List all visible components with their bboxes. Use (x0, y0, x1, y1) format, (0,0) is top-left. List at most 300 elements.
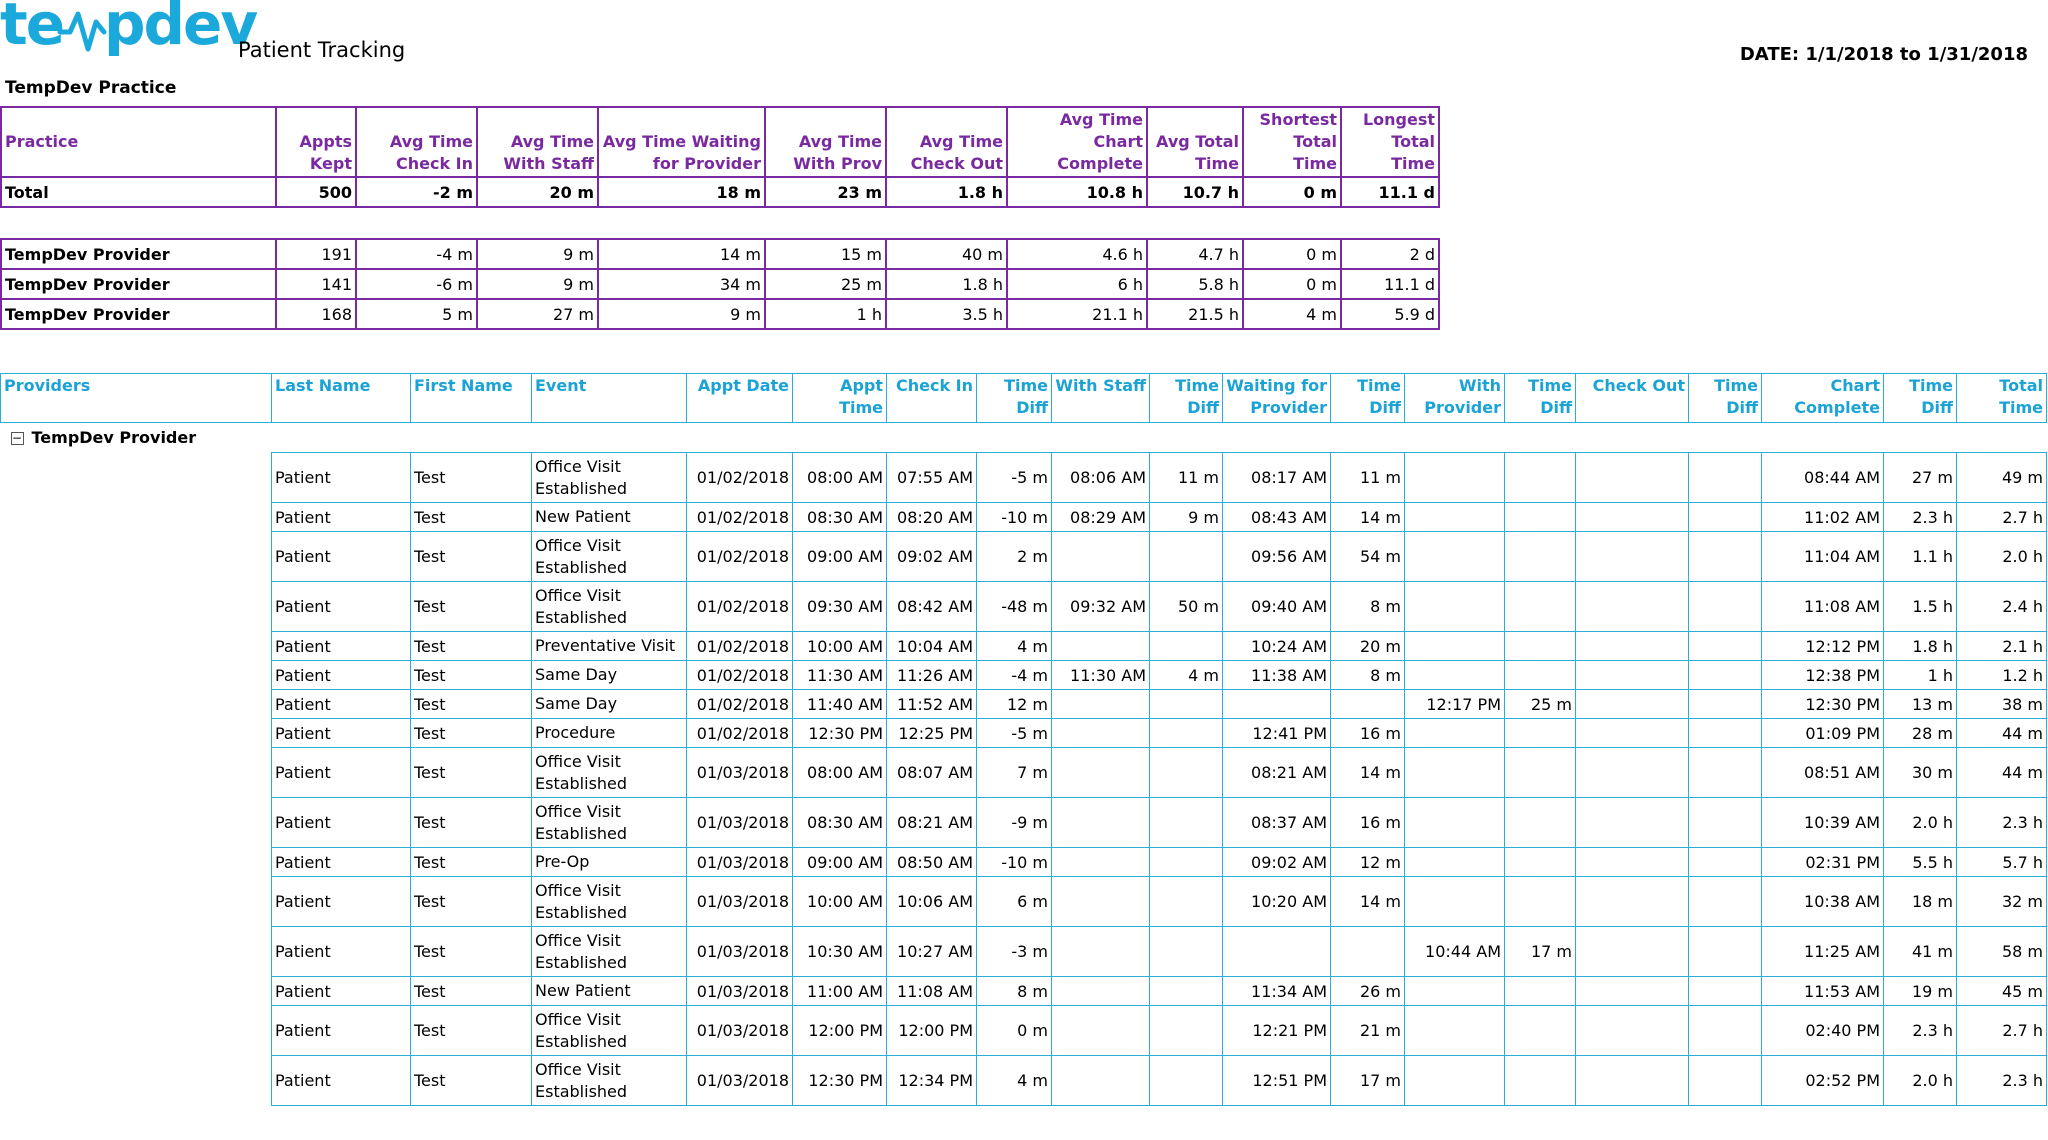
detail-cell (1150, 532, 1223, 582)
detail-cell (1689, 748, 1762, 798)
detail-cell (1505, 1006, 1576, 1056)
detail-header-cell: Appt Time (793, 374, 887, 423)
detail-header-row (1, 374, 2047, 423)
summary-provider-row[interactable] (1, 299, 1439, 329)
detail-cell: -5 m (977, 453, 1052, 503)
summary-provider-cell: 4.6 h (1007, 239, 1147, 269)
detail-cell (1689, 877, 1762, 927)
detail-cell: 4 m (977, 1056, 1052, 1106)
detail-cell: 12:51 PM (1223, 1056, 1331, 1106)
detail-cell (1689, 532, 1762, 582)
detail-cell: 11:08 AM (887, 977, 977, 1006)
detail-cell: 08:43 AM (1223, 503, 1331, 532)
detail-header-cell: Appt Date (687, 374, 793, 423)
detail-cell (1576, 877, 1689, 927)
detail-cell: 54 m (1331, 532, 1405, 582)
detail-cell: 01/02/2018 (687, 453, 793, 503)
detail-cell: 27 m (1884, 453, 1957, 503)
indent-cell (1, 503, 272, 532)
detail-cell: -9 m (977, 798, 1052, 848)
table-row[interactable] (1, 532, 2047, 582)
summary-provider-cell: TempDev Provider (1, 299, 276, 329)
detail-cell: 11:02 AM (1762, 503, 1884, 532)
detail-cell: New Patient (532, 977, 687, 1006)
detail-cell: 09:30 AM (793, 582, 887, 632)
table-row[interactable] (1, 690, 2047, 719)
detail-cell: 2 m (977, 532, 1052, 582)
detail-cell: 21 m (1331, 1006, 1405, 1056)
detail-header-cell: Last Name (272, 374, 411, 423)
detail-cell (1150, 690, 1223, 719)
detail-cell: 01/03/2018 (687, 798, 793, 848)
table-row[interactable] (1, 1056, 2047, 1106)
summary-provider-row[interactable] (1, 269, 1439, 299)
detail-cell: Patient (272, 1056, 411, 1106)
practice-name: TempDev Practice (5, 78, 177, 98)
detail-cell: Patient (272, 1006, 411, 1056)
detail-cell: 2.3 h (1957, 1056, 2047, 1106)
detail-cell: 10:00 AM (793, 877, 887, 927)
detail-cell: 1.2 h (1957, 661, 2047, 690)
table-row[interactable] (1, 1006, 2047, 1056)
summary-provider-cell: 6 h (1007, 269, 1147, 299)
table-row[interactable] (1, 582, 2047, 632)
detail-cell: 10:30 AM (793, 927, 887, 977)
detail-cell: 08:42 AM (887, 582, 977, 632)
detail-cell: 12:21 PM (1223, 1006, 1331, 1056)
summary-provider-row[interactable] (1, 239, 1439, 269)
detail-cell: 8 m (1331, 582, 1405, 632)
detail-cell (1576, 1006, 1689, 1056)
detail-cell: Patient (272, 582, 411, 632)
detail-cell (1150, 1056, 1223, 1106)
detail-cell: 09:02 AM (1223, 848, 1331, 877)
detail-cell (1689, 690, 1762, 719)
detail-cell: 01/03/2018 (687, 1006, 793, 1056)
detail-cell (1052, 719, 1150, 748)
detail-cell: 11:30 AM (793, 661, 887, 690)
summary-provider-cell: 5.9 d (1341, 299, 1439, 329)
detail-cell: 11:53 AM (1762, 977, 1884, 1006)
detail-cell: 01:09 PM (1762, 719, 1884, 748)
detail-cell: 17 m (1505, 927, 1576, 977)
detail-cell: 02:31 PM (1762, 848, 1884, 877)
detail-cell: 12:30 PM (793, 1056, 887, 1106)
detail-cell: 11:38 AM (1223, 661, 1331, 690)
detail-cell: Office Visit Established (532, 582, 687, 632)
detail-cell: 4 m (1150, 661, 1223, 690)
detail-cell: 1.5 h (1884, 582, 1957, 632)
detail-cell: 01/02/2018 (687, 632, 793, 661)
detail-cell (1505, 748, 1576, 798)
detail-cell (1576, 582, 1689, 632)
detail-cell (1576, 927, 1689, 977)
detail-cell: 11:25 AM (1762, 927, 1884, 977)
detail-cell: Patient (272, 877, 411, 927)
detail-cell: Test (411, 532, 532, 582)
summary-header-cell: Avg Total Time (1147, 107, 1243, 177)
indent-cell (1, 798, 272, 848)
detail-cell: 1 h (1884, 661, 1957, 690)
indent-cell (1, 848, 272, 877)
detail-cell: 12 m (1331, 848, 1405, 877)
detail-cell: 12:12 PM (1762, 632, 1884, 661)
table-row[interactable] (1, 977, 2047, 1006)
indent-cell (1, 719, 272, 748)
detail-cell: 28 m (1884, 719, 1957, 748)
detail-cell: Patient (272, 503, 411, 532)
detail-cell (1405, 977, 1505, 1006)
table-row[interactable] (1, 877, 2047, 927)
detail-cell: 12:38 PM (1762, 661, 1884, 690)
summary-total-cell: 18 m (598, 177, 765, 207)
detail-cell (1576, 748, 1689, 798)
summary-header-cell: Avg Time Waiting for Provider (598, 107, 765, 177)
detail-cell: 10:20 AM (1223, 877, 1331, 927)
detail-cell (1052, 1006, 1150, 1056)
summary-header-cell: Practice (1, 107, 276, 177)
summary-total-cell: 0 m (1243, 177, 1341, 207)
detail-cell: 5.7 h (1957, 848, 2047, 877)
detail-cell (1405, 719, 1505, 748)
detail-cell: 12:00 PM (793, 1006, 887, 1056)
detail-cell: Patient (272, 532, 411, 582)
detail-cell (1331, 690, 1405, 719)
detail-header-cell: With Staff (1052, 374, 1150, 423)
table-row[interactable] (1, 719, 2047, 748)
indent-cell (1, 1056, 272, 1106)
summary-header-cell: Avg Time Check Out (886, 107, 1007, 177)
summary-total-cell: -2 m (356, 177, 477, 207)
detail-cell (1052, 632, 1150, 661)
detail-cell: 1.8 h (1884, 632, 1957, 661)
summary-provider-cell: 2 d (1341, 239, 1439, 269)
detail-header-cell: Time Diff (1884, 374, 1957, 423)
indent-cell (1, 582, 272, 632)
summary-table (0, 106, 1438, 330)
summary-provider-cell: 40 m (886, 239, 1007, 269)
detail-cell (1405, 632, 1505, 661)
detail-cell: 09:40 AM (1223, 582, 1331, 632)
detail-cell (1689, 1056, 1762, 1106)
detail-cell: Office Visit Established (532, 798, 687, 848)
detail-cell (1576, 690, 1689, 719)
summary-provider-cell: TempDev Provider (1, 239, 276, 269)
detail-header-cell: Event (532, 374, 687, 423)
summary-total-cell: 10.8 h (1007, 177, 1147, 207)
detail-cell: 44 m (1957, 719, 2047, 748)
detail-cell: 14 m (1331, 503, 1405, 532)
detail-cell (1576, 453, 1689, 503)
detail-cell: 12 m (977, 690, 1052, 719)
detail-cell: 11:34 AM (1223, 977, 1331, 1006)
detail-cell (1689, 977, 1762, 1006)
detail-cell: Preventative Visit (532, 632, 687, 661)
detail-cell: Patient (272, 690, 411, 719)
detail-cell: Office Visit Established (532, 1006, 687, 1056)
indent-cell (1, 977, 272, 1006)
detail-cell: Same Day (532, 661, 687, 690)
detail-cell: 10:00 AM (793, 632, 887, 661)
summary-provider-cell: 1.8 h (886, 269, 1007, 299)
detail-cell (1505, 798, 1576, 848)
detail-cell: 07:55 AM (887, 453, 977, 503)
table-row[interactable] (1, 632, 2047, 661)
detail-cell: 12:30 PM (793, 719, 887, 748)
detail-cell (1150, 977, 1223, 1006)
detail-cell: 01/03/2018 (687, 1056, 793, 1106)
table-row[interactable] (1, 848, 2047, 877)
provider-group-row (1, 423, 2047, 453)
detail-cell (1405, 661, 1505, 690)
indent-cell (1, 877, 272, 927)
detail-cell (1505, 532, 1576, 582)
indent-cell (1, 632, 272, 661)
detail-cell: Patient (272, 632, 411, 661)
summary-provider-cell: 15 m (765, 239, 886, 269)
detail-cell (1052, 877, 1150, 927)
detail-cell (1505, 632, 1576, 661)
detail-cell (1405, 877, 1505, 927)
detail-cell: Test (411, 748, 532, 798)
detail-cell: 7 m (977, 748, 1052, 798)
summary-total-cell: Total (1, 177, 276, 207)
detail-cell (1052, 532, 1150, 582)
summary-provider-cell: 5 m (356, 299, 477, 329)
detail-cell: New Patient (532, 503, 687, 532)
logo-graphic (0, 0, 257, 64)
summary-provider-cell: 21.5 h (1147, 299, 1243, 329)
summary-spacer (1, 207, 1439, 239)
indent-cell (1, 661, 272, 690)
detail-cell (1223, 927, 1331, 977)
date-range: DATE: 1/1/2018 to 1/31/2018 (1739, 44, 2028, 65)
summary-header-cell: Avg Time With Prov (765, 107, 886, 177)
summary-total-cell: 10.7 h (1147, 177, 1243, 207)
detail-cell: 09:56 AM (1223, 532, 1331, 582)
indent-cell (1, 532, 272, 582)
summary-provider-cell: 25 m (765, 269, 886, 299)
detail-cell (1689, 453, 1762, 503)
detail-cell (1405, 503, 1505, 532)
summary-header-cell: Appts Kept (276, 107, 356, 177)
collapse-toggle-icon[interactable]: − (11, 431, 23, 445)
detail-cell: 32 m (1957, 877, 2047, 927)
detail-header-cell: Total Time (1957, 374, 2047, 423)
detail-cell: 16 m (1331, 719, 1405, 748)
detail-cell (1576, 503, 1689, 532)
detail-cell: 2.3 h (1884, 1006, 1957, 1056)
detail-cell: 01/02/2018 (687, 503, 793, 532)
detail-cell: Office Visit Established (532, 532, 687, 582)
detail-cell: 10:24 AM (1223, 632, 1331, 661)
detail-cell: 08:30 AM (793, 798, 887, 848)
detail-cell: Test (411, 1006, 532, 1056)
detail-cell: 12:00 PM (887, 1006, 977, 1056)
detail-cell: Procedure (532, 719, 687, 748)
detail-cell: Patient (272, 798, 411, 848)
detail-cell (1505, 661, 1576, 690)
detail-cell: Office Visit Established (532, 1056, 687, 1106)
detail-cell: Test (411, 453, 532, 503)
summary-total-cell: 1.8 h (886, 177, 1007, 207)
provider-group-header (1, 423, 2047, 453)
detail-header-cell: First Name (411, 374, 532, 423)
detail-cell (1576, 977, 1689, 1006)
detail-header-cell: Time Diff (977, 374, 1052, 423)
detail-cell (1576, 1056, 1689, 1106)
detail-cell: 08:07 AM (887, 748, 977, 798)
detail-cell: Test (411, 977, 532, 1006)
detail-cell: Test (411, 582, 532, 632)
detail-cell: Office Visit Established (532, 453, 687, 503)
indent-cell (1, 927, 272, 977)
detail-cell: 45 m (1957, 977, 2047, 1006)
detail-cell (1150, 798, 1223, 848)
detail-cell: 26 m (1331, 977, 1405, 1006)
detail-cell: 14 m (1331, 748, 1405, 798)
detail-cell (1052, 977, 1150, 1006)
summary-header-cell: Avg Time Chart Complete (1007, 107, 1147, 177)
summary-provider-cell: TempDev Provider (1, 269, 276, 299)
detail-header-cell: Chart Complete (1762, 374, 1884, 423)
summary-total-cell: 20 m (477, 177, 598, 207)
svg-text:pdev: pdev (104, 0, 257, 58)
detail-cell: 01/02/2018 (687, 532, 793, 582)
summary-header-cell: Longest Total Time (1341, 107, 1439, 177)
detail-cell: 08:44 AM (1762, 453, 1884, 503)
detail-cell: 12:41 PM (1223, 719, 1331, 748)
detail-cell: 01/03/2018 (687, 748, 793, 798)
detail-cell (1405, 748, 1505, 798)
detail-cell: 08:06 AM (1052, 453, 1150, 503)
detail-cell (1689, 632, 1762, 661)
detail-cell (1505, 877, 1576, 927)
detail-cell: 10:04 AM (887, 632, 977, 661)
provider-group-label: TempDev Provider (31, 428, 197, 447)
summary-total-cell: 500 (276, 177, 356, 207)
detail-cell: 10:27 AM (887, 927, 977, 977)
detail-cell: 2.3 h (1884, 503, 1957, 532)
detail-cell: Test (411, 503, 532, 532)
detail-header-cell: Time Diff (1150, 374, 1223, 423)
detail-cell: 08:50 AM (887, 848, 977, 877)
detail-cell (1052, 927, 1150, 977)
detail-cell: Test (411, 632, 532, 661)
svg-text:te: te (0, 0, 64, 58)
detail-cell: 01/02/2018 (687, 690, 793, 719)
detail-cell: 16 m (1331, 798, 1405, 848)
detail-cell (1689, 719, 1762, 748)
detail-cell: -10 m (977, 848, 1052, 877)
indent-cell (1, 690, 272, 719)
detail-cell: Test (411, 798, 532, 848)
detail-cell: 08:00 AM (793, 453, 887, 503)
detail-header-cell: With Provider (1405, 374, 1505, 423)
summary-total-row (1, 177, 1439, 207)
summary-provider-cell: 4.7 h (1147, 239, 1243, 269)
detail-cell: 2.7 h (1957, 1006, 2047, 1056)
detail-cell: -5 m (977, 719, 1052, 748)
detail-header-cell: Check In (887, 374, 977, 423)
table-row[interactable] (1, 503, 2047, 532)
detail-cell: 08:20 AM (887, 503, 977, 532)
detail-cell (1405, 1056, 1505, 1106)
table-row[interactable] (1, 798, 2047, 848)
detail-cell (1052, 690, 1150, 719)
detail-cell: 2.0 h (1884, 798, 1957, 848)
detail-cell: 08:00 AM (793, 748, 887, 798)
detail-cell: 11:04 AM (1762, 532, 1884, 582)
detail-cell: -3 m (977, 927, 1052, 977)
detail-cell: Patient (272, 927, 411, 977)
detail-cell (1150, 927, 1223, 977)
summary-provider-cell: 9 m (477, 239, 598, 269)
summary-provider-cell: 9 m (598, 299, 765, 329)
detail-cell (1689, 582, 1762, 632)
detail-cell: Office Visit Established (532, 748, 687, 798)
detail-cell: 4 m (977, 632, 1052, 661)
detail-cell (1223, 690, 1331, 719)
detail-cell (1576, 532, 1689, 582)
indent-cell (1, 453, 272, 503)
indent-cell (1, 1006, 272, 1056)
detail-cell: Test (411, 848, 532, 877)
detail-cell (1052, 748, 1150, 798)
summary-provider-cell: 191 (276, 239, 356, 269)
table-row[interactable] (1, 748, 2047, 798)
summary-provider-cell: 141 (276, 269, 356, 299)
detail-cell: 01/03/2018 (687, 927, 793, 977)
table-row[interactable] (1, 927, 2047, 977)
detail-cell: -48 m (977, 582, 1052, 632)
detail-cell: 10:44 AM (1405, 927, 1505, 977)
detail-cell: -4 m (977, 661, 1052, 690)
detail-cell: 12:30 PM (1762, 690, 1884, 719)
summary-provider-cell: 27 m (477, 299, 598, 329)
detail-cell: 44 m (1957, 748, 2047, 798)
detail-cell: 01/02/2018 (687, 582, 793, 632)
detail-cell: Test (411, 719, 532, 748)
detail-cell: 01/02/2018 (687, 719, 793, 748)
detail-cell: 2.4 h (1957, 582, 2047, 632)
detail-cell (1505, 977, 1576, 1006)
detail-cell (1052, 1056, 1150, 1106)
summary-header-cell: Shortest Total Time (1243, 107, 1341, 177)
summary-total-cell: 11.1 d (1341, 177, 1439, 207)
summary-provider-cell: 9 m (477, 269, 598, 299)
detail-cell (1405, 798, 1505, 848)
detail-cell: 49 m (1957, 453, 2047, 503)
table-row[interactable] (1, 453, 2047, 503)
detail-cell: 10:38 AM (1762, 877, 1884, 927)
detail-cell: Test (411, 877, 532, 927)
detail-cell (1576, 719, 1689, 748)
detail-cell (1576, 661, 1689, 690)
detail-cell (1331, 927, 1405, 977)
detail-cell (1576, 632, 1689, 661)
detail-cell (1505, 1056, 1576, 1106)
detail-header-cell: Time Diff (1689, 374, 1762, 423)
table-row[interactable] (1, 661, 2047, 690)
detail-cell: 11:52 AM (887, 690, 977, 719)
detail-cell (1150, 748, 1223, 798)
detail-cell: 02:40 PM (1762, 1006, 1884, 1056)
detail-cell: Test (411, 927, 532, 977)
detail-cell: 17 m (1331, 1056, 1405, 1106)
detail-cell: 8 m (977, 977, 1052, 1006)
report-title: Patient Tracking (238, 38, 406, 62)
